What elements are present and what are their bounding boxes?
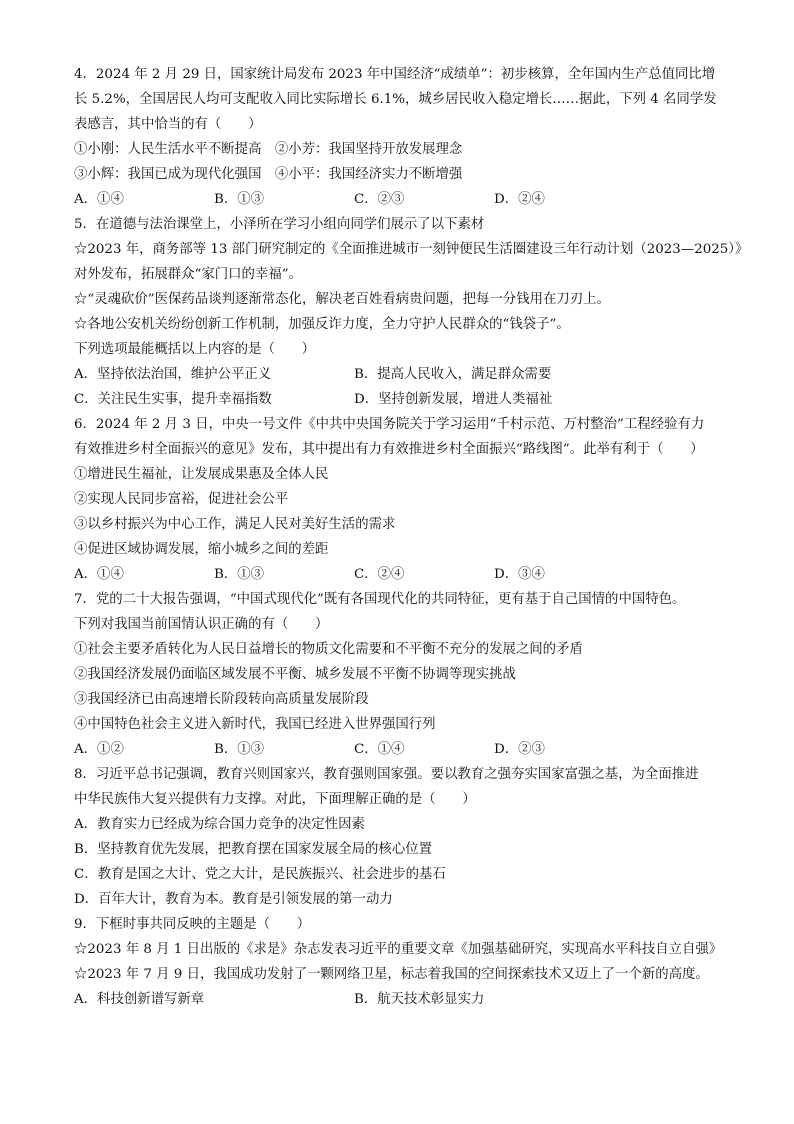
question-4-stem-line: 长 5.2%，全国居民人均可支配收入同比实际增长 6.1%，城乡居民收入稳定增长……据此，下列 4 名同学发 bbox=[74, 92, 717, 107]
question-6-item: ①增进民生福祉，让发展成果惠及全体人民 bbox=[74, 467, 329, 482]
question-6-item: ②实现人民同步富裕，促进社会公平 bbox=[74, 492, 289, 507]
option-a: A．①② bbox=[74, 742, 124, 757]
option-a: A．科技创新谱写新章 bbox=[74, 992, 205, 1007]
option-d: D．②④ bbox=[494, 192, 545, 207]
question-5 bbox=[74, 212, 749, 412]
question-6 bbox=[74, 412, 724, 587]
option-c: C．②③ bbox=[354, 192, 405, 207]
question-8-stem-line: 8．习近平总书记强调，教育兴则国家兴，教育强则国家强。要以教育之强夯实国家富强之基，为全面推进 bbox=[74, 767, 699, 782]
exam-page bbox=[74, 62, 749, 1012]
question-9-stem-line: ☆2023 年 7 月 9 日，我国成功发射了一颗网络卫星，标志着我国的空间探索技术又迈上了一个新的高度。 bbox=[74, 967, 709, 982]
question-4-options bbox=[74, 187, 724, 212]
question-5-stem-line: ☆各地公安机关纷纷创新工作机制，加强反诈力度，全力守护人民群众的“钱袋子”。 bbox=[74, 317, 570, 332]
question-4-item: ①小刚：人民生活水平不断提高 ②小芳：我国坚持开放发展理念 bbox=[74, 142, 463, 157]
question-5-stem-line: 下列选项最能概括以上内容的是（ ） bbox=[74, 342, 316, 357]
question-4-stem-line: 4．2024 年 2 月 29 日，国家统计局发布 2023 年中国经济“成绩单”：初步核算，全年国内生产总值同比增 bbox=[74, 67, 716, 82]
question-7-item: ②我国经济发展仍面临区域发展不平衡、城乡发展不平衡不协调等现实挑战 bbox=[74, 667, 516, 682]
question-7 bbox=[74, 587, 724, 762]
question-9 bbox=[74, 912, 724, 1012]
question-9-stem-line: ☆2023 年 8 月 1 日出版的《求是》杂志发表习近平的重要文章《加强基础研究，实现高水平科技自立自强》 bbox=[74, 942, 723, 957]
question-8 bbox=[74, 762, 724, 912]
question-4-item: ③小辉：我国已成为现代化强国 ④小平：我国经济实力不断增强 bbox=[74, 167, 463, 182]
question-6-stem-line: 有效推进乡村全面振兴的意见》发布，其中提出有力有效推进乡村全面振兴“路线图”。此举有利于（ ） bbox=[74, 442, 704, 457]
option-d: D．③④ bbox=[494, 567, 545, 582]
question-4 bbox=[74, 62, 724, 212]
option-c: C．教育是国之大计、党之大计，是民族振兴、社会进步的基石 bbox=[74, 867, 446, 882]
option-b: B．航天技术彰显实力 bbox=[354, 992, 485, 1007]
option-b: B．坚持教育优先发展，把教育摆在国家发展全局的核心位置 bbox=[74, 842, 432, 857]
question-9-stem-line: 9．下框时事共同反映的主题是（ ） bbox=[74, 917, 311, 932]
option-c: C．①④ bbox=[354, 742, 405, 757]
option-a: A．坚持依法治国，维护公平正义 bbox=[74, 367, 272, 382]
question-7-item: ③我国经济已由高速增长阶段转向高质量发展阶段 bbox=[74, 692, 369, 707]
question-6-options bbox=[74, 562, 724, 587]
option-b: B．①③ bbox=[214, 742, 265, 757]
question-5-stem-line: ☆2023 年，商务部等 13 部门研究制定的《全面推进城市一刻钟便民生活圈建设三年行动计划（2023—2025）》 bbox=[74, 242, 749, 257]
question-5-options-row bbox=[74, 362, 724, 387]
option-d: D．坚持创新发展，增进人类福祉 bbox=[354, 392, 553, 407]
question-5-stem-line: 5．在道德与法治课堂上，小泽所在学习小组向同学们展示了以下素材 bbox=[74, 217, 485, 232]
option-c: C．②④ bbox=[354, 567, 405, 582]
option-d: D．②③ bbox=[494, 742, 545, 757]
option-a: A．①④ bbox=[74, 192, 124, 207]
option-d: D．百年大计，教育为本。教育是引领发展的第一动力 bbox=[74, 892, 393, 907]
option-b: B．提高人民收入，满足群众需要 bbox=[354, 367, 552, 382]
question-7-stem-line: 下列对我国当前国情认识正确的有（ ） bbox=[74, 617, 329, 632]
option-a: A．①④ bbox=[74, 567, 124, 582]
option-b: B．①③ bbox=[214, 192, 265, 207]
question-9-options-row bbox=[74, 987, 724, 1012]
question-7-stem-line: 7．党的二十大报告强调，“中国式现代化”既有各国现代化的共同特征，更有基于自己国情的中国特色。 bbox=[74, 592, 686, 607]
question-4-stem-line: 表感言，其中恰当的有（ ） bbox=[74, 117, 262, 132]
option-b: B．①③ bbox=[214, 567, 265, 582]
question-6-item: ③以乡村振兴为中心工作，满足人民对美好生活的需求 bbox=[74, 517, 396, 532]
option-a: A．教育实力已经成为综合国力竞争的决定性因素 bbox=[74, 817, 365, 832]
question-6-stem-line: 6．2024 年 2 月 3 日，中央一号文件《中共中央国务院关于学习运用“千村示范、万村整治”工程经验有力 bbox=[74, 417, 705, 432]
question-8-stem-line: 中华民族伟大复兴提供有力支撑。对此，下面理解正确的是（ ） bbox=[74, 792, 476, 807]
question-7-item: ①社会主要矛盾转化为人民日益增长的物质文化需要和不平衡不充分的发展之间的矛盾 bbox=[74, 642, 583, 657]
question-7-options bbox=[74, 737, 724, 762]
question-5-options-row bbox=[74, 387, 724, 412]
question-7-item: ④中国特色社会主义进入新时代，我国已经进入世界强国行列 bbox=[74, 717, 436, 732]
question-6-item: ④促进区域协调发展，缩小城乡之间的差距 bbox=[74, 542, 329, 557]
question-5-stem-line: ☆“灵魂砍价”医保药品谈判逐渐常态化，解决老百姓看病贵问题，把每一分钱用在刀刃上。 bbox=[74, 292, 610, 307]
option-c: C．关注民生实事，提升幸福指数 bbox=[74, 392, 272, 407]
question-5-stem-line: 对外发布，拓展群众“家门口的幸福”。 bbox=[74, 267, 302, 282]
